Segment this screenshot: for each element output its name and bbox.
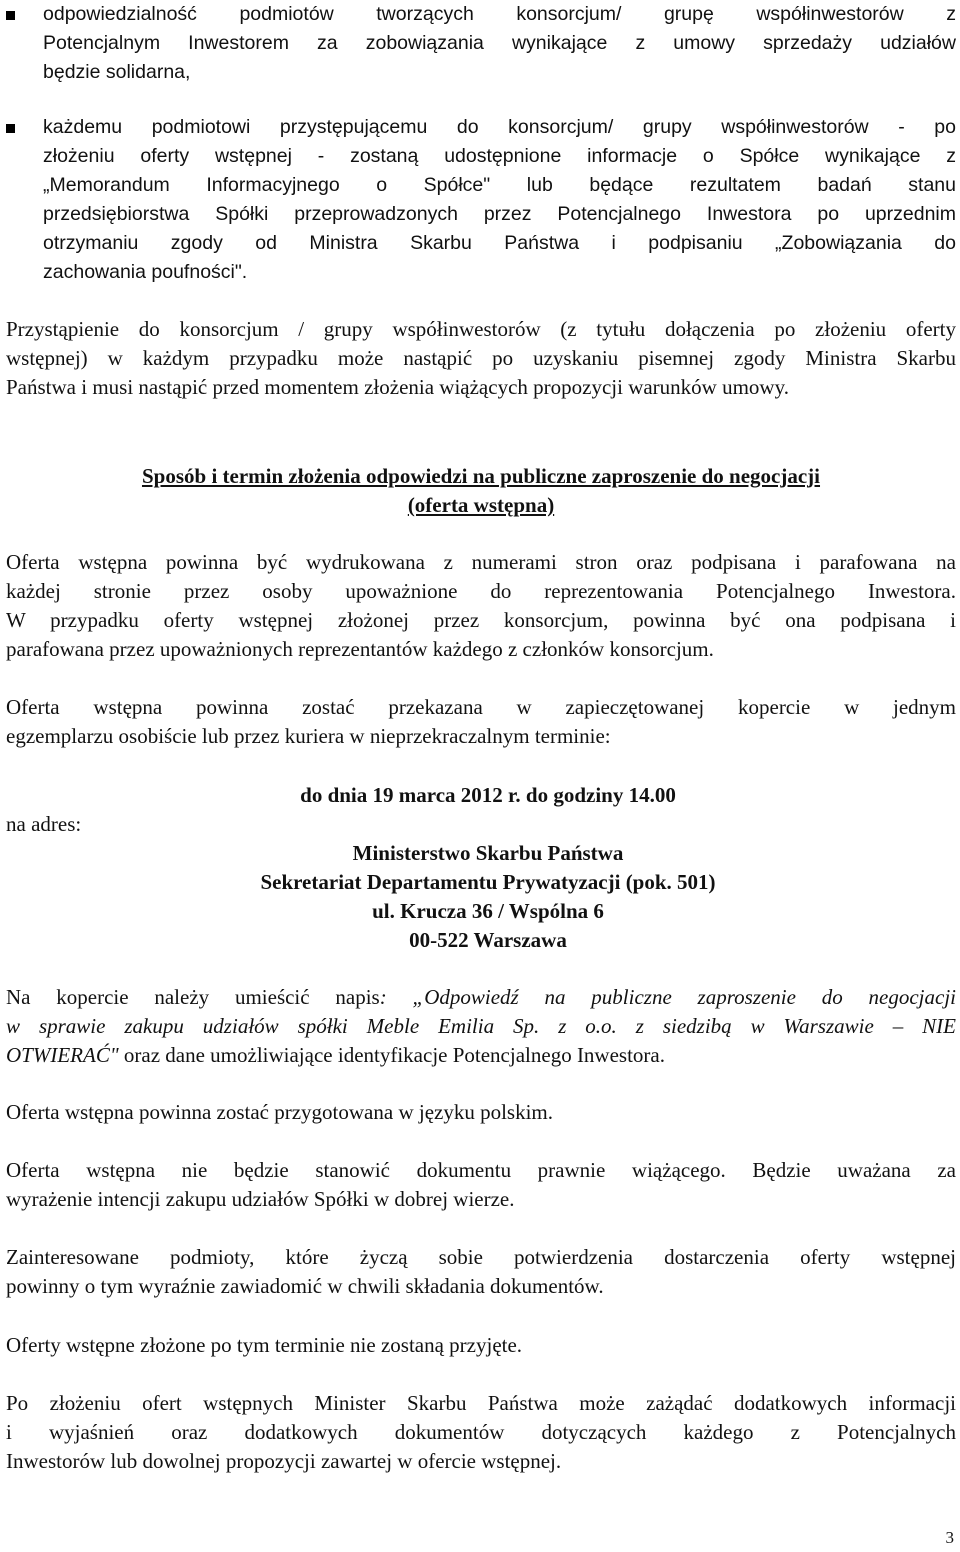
page-number: 3	[945, 1528, 954, 1547]
document-page	[6, 0, 956, 1549]
paragraph-minister-request: Po złożeniu ofert wstępnych Minister Skarbu Państwa może zażądać dodatkowych informacji i wyjaśnień oraz dodatkowych dokumentów dotyczących każdego z Potencjalnych Inwestorów lub dowolnej propozycji zawartej w ofercie wstępnej.	[6, 1391, 956, 1473]
address-line: Sekretariat Departamentu Prywatyzacji (pok. 501)	[260, 870, 716, 894]
address-line: 00-522 Warszawa	[409, 928, 567, 952]
bullet-text: odpowiedzialność podmiotów tworzących konsorcjum/ grupę współinwestorów z Potencjalnym Inwestorem za zobowiązania wynikające z umowy sprzedaży udziałów będzie solidarna,	[43, 3, 956, 83]
paragraph-confirmation: Zainteresowane podmioty, które życzą sobie potwierdzenia dostarczenia oferty wstępnej powinny o tym wyraźnie zawiadomić w chwili składania dokumentów.	[6, 1245, 956, 1298]
section-heading: Sposób i termin złożenia odpowiedzi na publiczne zaproszenie do negocjacji (oferta wstępna)	[141, 464, 821, 517]
address-line: Ministerstwo Skarbu Państwa	[352, 841, 624, 865]
paragraph-consortium-join: Przystąpienie do konsorcjum / grupy współinwestorów (z tytułu dołączenia po złożeniu oferty wstępnej) w każdym przypadku może nastąpić po uzyskaniu pisemnej zgody Ministra Skarbu Państwa i musi nastąpić przed momentem złożenia wiążących propozycji warunków umowy.	[6, 317, 956, 399]
paragraph-not-binding: Oferta wstępna nie będzie stanowić dokumentu prawnie wiążącego. Będzie uważana za wyrażenie intencji zakupu udziałów Spółki w dobrej wierze.	[6, 1158, 956, 1211]
paragraph-language: Oferta wstępna powinna zostać przygotowana w języku polskim.	[6, 1100, 554, 1124]
paragraph-late-offers: Oferty wstępne złożone po tym terminie nie zostaną przyjęte.	[6, 1333, 523, 1357]
deadline: do dnia 19 marca 2012 r. do godziny 14.00	[300, 783, 676, 807]
address-line: ul. Krucza 36 / Wspólna 6	[372, 899, 604, 923]
address-block	[6, 839, 956, 955]
address-label: na adres:	[6, 812, 82, 836]
bullet-text: każdemu podmiotowi przystępującemu do konsorcjum/ grupy współinwestorów - po złożeniu oferty wstępnej - zostaną udostępnione informacje o Spółce wynikające z „Memorandum Informacyjnego o Spółce" lub będące rezultatem badań stanu przedsiębiorstwa Spółki przeprowadzonych przez Potencjalnego Inwestora po uprzednim otrzymaniu zgody od Ministra Skarbu Państwa i podpisaniu „Zobowiązania do zachowania poufności".	[43, 116, 956, 283]
square-bullet-icon	[6, 124, 15, 133]
paragraph-offer-format: Oferta wstępna powinna być wydrukowana z numerami stron oraz podpisana i parafowana na każdej stronie przez osoby upoważnione do reprezentowania Potencjalnego Inwestora. W przypadku oferty wstępnej złożonej przez konsorcjum, powinna być ona podpisana i parafowana przez upoważnionych reprezentantów każdego z członków konsorcjum.	[6, 550, 956, 661]
square-bullet-icon	[6, 11, 15, 20]
paragraph-delivery: Oferta wstępna powinna zostać przekazana w zapieczętowanej kopercie w jednym egzemplarzu osobiście lub przez kuriera w nieprzekraczalnym terminie:	[6, 695, 956, 748]
paragraph-envelope: Na kopercie należy umieścić napis: „Odpowiedź na publiczne zaproszenie do negocjacji w sprawie zakupu udziałów spółki Meble Emilia Sp. z o.o. z siedzibą w Warszawie – NIE OTWIERAĆ" oraz dane umożliwiające identyfikacje Potencjalnego Inwestora.	[6, 985, 956, 1067]
